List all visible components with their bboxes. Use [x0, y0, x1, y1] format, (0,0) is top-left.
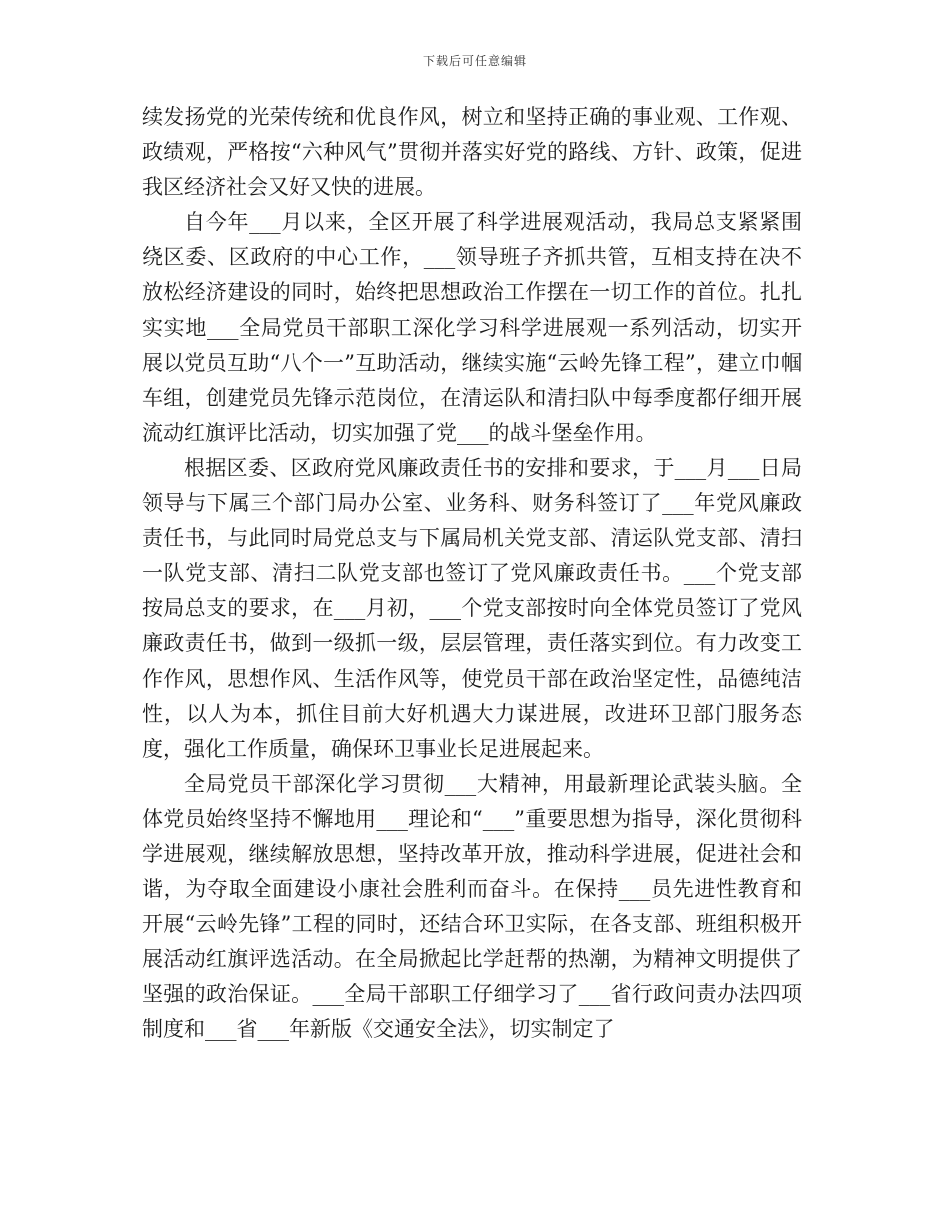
paragraph-study: 全局党员干部深化学习贯彻___大精神，用最新理论武装头脑。全体党员始终坚持不懈地用___理论和“___”重要思想为指导，深化贯彻科学进展观，继续解放思想，坚持改革开放，推动科学进展，促进社会和谐，为夺取全面建设小康社会胜利而奋斗。在保持___员先进性教育和开展“云岭先锋”工程的同时，还结合环卫实际，在各支部、班组积极开展活动红旗评选活动。在全局掀起比学赶帮的热潮，为精神文明提供了坚强的政治保证。___全局干部职工仔细学习了___省行政问责办法四项制度和___省___年新版《交通安全法》，切实制定了 [142, 771, 802, 1042]
paragraph-activities: 自今年___月以来，全区开展了科学进展观活动，我局总支紧紧围绕区委、区政府的中心工作，___领导班子齐抓共管，互相支持在决不放松经济建设的同时，始终把思想政治工作摆在一切工作的首位。扎扎实实地___全局党员干部职工深化学习科学进展观一系列活动，切实开展以党员互助“八个一”互助活动，继续实施“云岭先锋工程”，建立巾帼车组，创建党员先锋示范岗位，在清运队和清扫队中每季度都仔细开展流动红旗评比活动，切实加强了党___的战斗堡垒作用。 [142, 210, 802, 445]
paragraph-responsibility: 根据区委、区政府党风廉政责任书的安排和要求，于___月___日局领导与下属三个部门局办公室、业务科、财务科签订了___年党风廉政责任书，与此同时局党总支与下属局机关党支部、清运队党支部、清扫一队党支部、清扫二队党支部也签订了党风廉政责任书。___个党支部按局总支的要求，在___月初，___个党支部按时向全体党员签订了党风廉政责任书，做到一级抓一级，层层管理，责任落实到位。有力改变工作作风，思想作风、生活作风等，使党员干部在政治坚定性，品德纯洁性，以人为本，抓住目前大好机遇大力谋进展，改进环卫部门服务态度，强化工作质量，确保环卫事业长足进展起来。 [142, 455, 802, 761]
document-body [142, 100, 802, 1048]
page-header: 下载后可任意编辑 [422, 54, 527, 68]
paragraph-continued: 续发扬党的光荣传统和优良作风，树立和坚持正确的事业观、工作观、政绩观，严格按“六种风气”贯彻并落实好党的路线、方针、政策，促进我区经济社会又好又快的进展。 [142, 105, 802, 200]
